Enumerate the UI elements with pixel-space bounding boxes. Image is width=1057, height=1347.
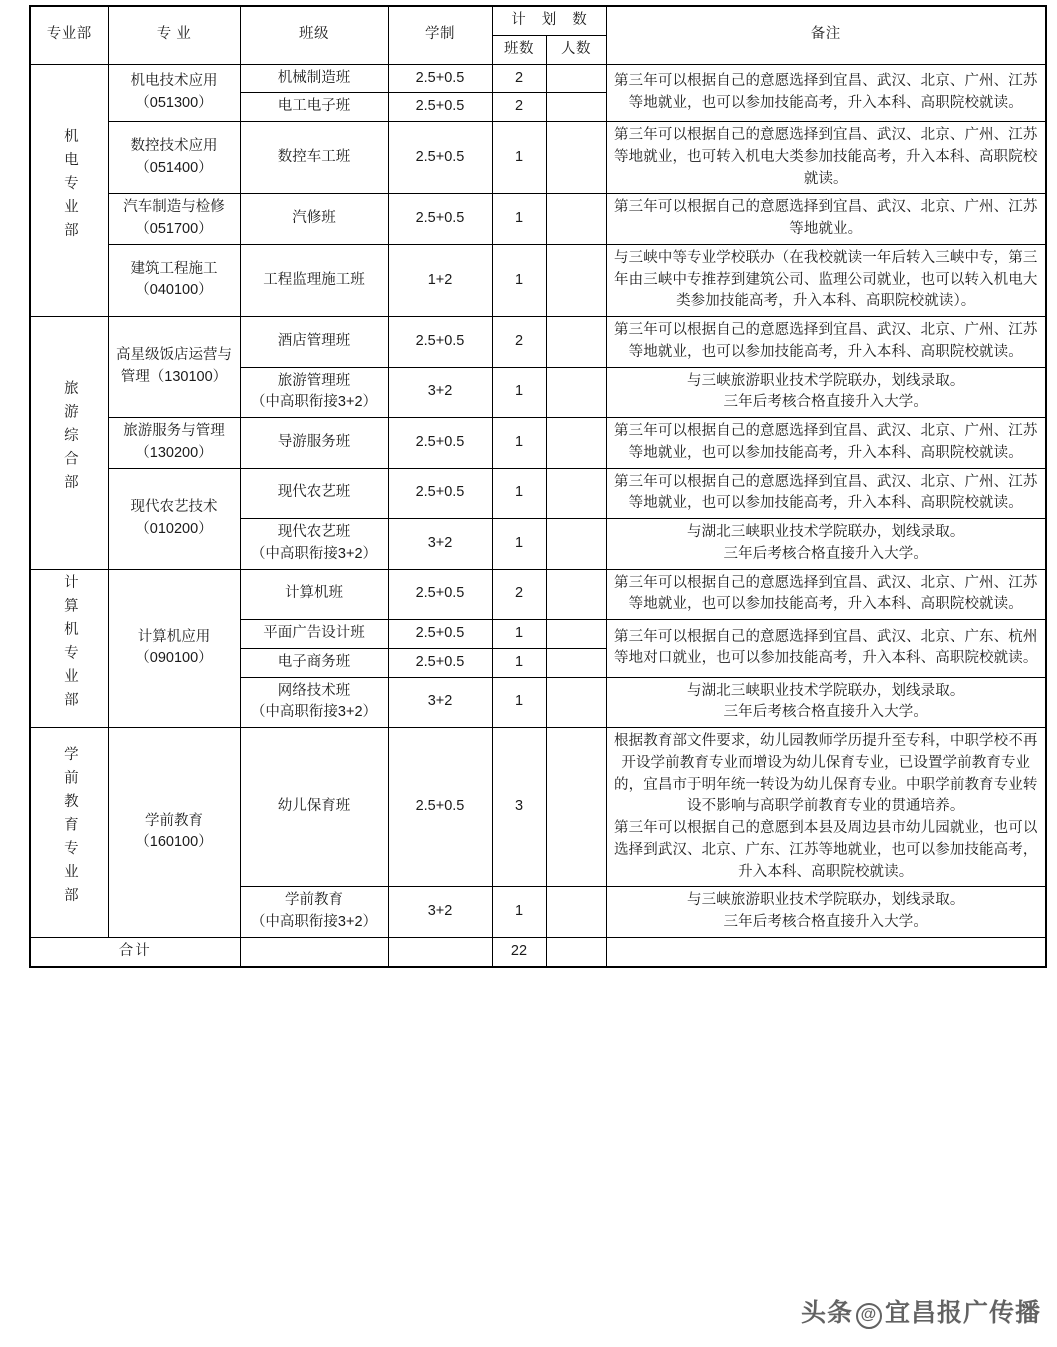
people-count-cell [546, 519, 606, 570]
remark-cell: 与湖北三峡职业技术学院联办，划线录取。 三年后考核合格直接升入大学。 [606, 519, 1046, 570]
table-header [30, 6, 1046, 64]
total-row [30, 937, 1046, 966]
table-row [30, 64, 1046, 93]
table-row [30, 468, 1046, 519]
total-people-count [546, 937, 606, 966]
class-cell: 网络技术班 （中高职衔接3+2） [240, 677, 388, 728]
remark-cell: 第三年可以根据自己的意愿选择到宜昌、武汉、北京、广州、江苏等地就业，也可以参加技能高考，升入本科、高职院校就读。 [606, 569, 1046, 620]
table-body [30, 64, 1046, 967]
remark-cell: 第三年可以根据自己的意愿选择到宜昌、武汉、北京、广州、江苏等地就业，也可以参加技能高考，升入本科、高职院校就读。 [606, 418, 1046, 469]
total-label: 合计 [30, 937, 240, 966]
class-cell: 现代农艺班 [240, 468, 388, 519]
system-cell: 2.5+0.5 [388, 93, 492, 122]
table-row [30, 122, 1046, 194]
class-cell: 工程监理施工班 [240, 244, 388, 316]
class-cell: 平面广告设计班 [240, 620, 388, 649]
class-cell: 幼儿保育班 [240, 728, 388, 887]
remark-cell: 与三峡旅游职业技术学院联办，划线录取。 三年后考核合格直接升入大学。 [606, 367, 1046, 418]
system-cell: 2.5+0.5 [388, 648, 492, 677]
department-label: 学前教育专业部 [61, 746, 78, 911]
class-cell: 汽修班 [240, 194, 388, 245]
system-cell: 2.5+0.5 [388, 64, 492, 93]
header-remark: 备注 [606, 6, 1046, 64]
people-count-cell [546, 887, 606, 938]
department-cell [30, 728, 108, 938]
system-cell: 3+2 [388, 677, 492, 728]
class-count-cell: 1 [492, 648, 546, 677]
class-count-cell: 2 [492, 64, 546, 93]
department-cell [30, 64, 108, 317]
system-cell: 1+2 [388, 244, 492, 316]
class-count-cell: 1 [492, 122, 546, 194]
major-cell: 机电技术应用 （051300） [108, 64, 240, 122]
remark-cell: 第三年可以根据自己的意愿选择到宜昌、武汉、北京、广州、江苏等地就业，也可转入机电大类参加技能高考，升入本科、高职院校就读。 [606, 122, 1046, 194]
class-cell: 旅游管理班 （中高职衔接3+2） [240, 367, 388, 418]
system-cell: 2.5+0.5 [388, 728, 492, 887]
class-cell: 机械制造班 [240, 64, 388, 93]
people-count-cell [546, 194, 606, 245]
class-count-cell: 1 [492, 620, 546, 649]
system-cell: 2.5+0.5 [388, 620, 492, 649]
table-row [30, 418, 1046, 469]
watermark-suffix: 宜昌报广传播 [884, 1299, 1041, 1327]
people-count-cell [546, 677, 606, 728]
people-count-cell [546, 317, 606, 368]
remark-cell: 与湖北三峡职业技术学院联办，划线录取。 三年后考核合格直接升入大学。 [606, 677, 1046, 728]
header-department: 专业部 [30, 6, 108, 64]
system-cell: 2.5+0.5 [388, 122, 492, 194]
class-count-cell: 1 [492, 367, 546, 418]
system-cell: 2.5+0.5 [388, 569, 492, 620]
remark-cell: 第三年可以根据自己的意愿选择到宜昌、武汉、北京、广州、江苏等地就业，也可以参加技能高考，升入本科、高职院校就读。 [606, 64, 1046, 122]
class-count-cell: 3 [492, 728, 546, 887]
department-cell [30, 569, 108, 728]
system-cell: 3+2 [388, 367, 492, 418]
people-count-cell [546, 728, 606, 887]
remark-cell: 第三年可以根据自己的意愿选择到宜昌、武汉、北京、广州、江苏等地就业，也可以参加技能高考，升入本科、高职院校就读。 [606, 317, 1046, 368]
department-cell [30, 317, 108, 570]
department-label: 旅游综合部 [61, 380, 78, 498]
people-count-cell [546, 418, 606, 469]
major-cell: 建筑工程施工 （040100） [108, 244, 240, 316]
header-class-count: 班数 [492, 35, 546, 64]
people-count-cell [546, 648, 606, 677]
remark-cell: 根据教育部文件要求，幼儿园教师学历提升至专科，中职学校不再开设学前教育专业而增设为幼儿保育专业，已设置学前教育专业的，宜昌市于明年统一转设为幼儿保育专业。中职学前教育专业转设不影响与高职学前教育专业的贯通培养。 第三年可以根据自己的意愿到本县及周边县市幼儿园就业，也可以选择到武汉、北京、广东、江苏等地就业，也可以参加技能高考，升入本科、高职院校就读。 [606, 728, 1046, 887]
total-system-blank [388, 937, 492, 966]
class-count-cell: 1 [492, 468, 546, 519]
major-cell: 汽车制造与检修 （051700） [108, 194, 240, 245]
people-count-cell [546, 620, 606, 649]
class-cell: 导游服务班 [240, 418, 388, 469]
class-count-cell: 1 [492, 519, 546, 570]
class-cell: 现代农艺班 （中高职衔接3+2） [240, 519, 388, 570]
system-cell: 3+2 [388, 519, 492, 570]
table-row [30, 244, 1046, 316]
people-count-cell [546, 569, 606, 620]
header-people-count: 人数 [546, 35, 606, 64]
major-cell: 计算机应用（090100） [108, 569, 240, 728]
class-cell: 电工电子班 [240, 93, 388, 122]
class-cell: 学前教育 （中高职衔接3+2） [240, 887, 388, 938]
people-count-cell [546, 122, 606, 194]
class-count-cell: 2 [492, 569, 546, 620]
header-plan-group: 计 划 数 [492, 6, 606, 35]
department-label: 计算机专业部 [61, 573, 78, 715]
class-count-cell: 1 [492, 244, 546, 316]
department-label: 机电专业部 [61, 127, 78, 246]
system-cell: 2.5+0.5 [388, 468, 492, 519]
class-count-cell: 2 [492, 93, 546, 122]
table-row [30, 728, 1046, 887]
system-cell: 3+2 [388, 887, 492, 938]
class-count-cell: 1 [492, 418, 546, 469]
header-system: 学制 [388, 6, 492, 64]
class-cell: 数控车工班 [240, 122, 388, 194]
major-cell: 学前教育 （160100） [108, 728, 240, 938]
class-cell: 计算机班 [240, 569, 388, 620]
table-row [30, 194, 1046, 245]
people-count-cell [546, 367, 606, 418]
class-count-cell: 1 [492, 887, 546, 938]
system-cell: 2.5+0.5 [388, 317, 492, 368]
at-icon: @ [856, 1303, 882, 1329]
total-class-count: 22 [492, 937, 546, 966]
remark-cell: 与三峡中等专业学校联办（在我校就读一年后转入三峡中专，第三年由三峡中专推荐到建筑公司、监理公司就业，也可以转入机电大类参加技能高考，升入本科、高职院校就读）。 [606, 244, 1046, 316]
system-cell: 2.5+0.5 [388, 418, 492, 469]
header-major: 专 业 [108, 6, 240, 64]
enrollment-plan-table [29, 5, 1047, 968]
remark-cell: 与三峡旅游职业技术学院联办，划线录取。 三年后考核合格直接升入大学。 [606, 887, 1046, 938]
major-cell: 现代农艺技术 （010200） [108, 468, 240, 569]
class-count-cell: 1 [492, 194, 546, 245]
people-count-cell [546, 244, 606, 316]
remark-cell: 第三年可以根据自己的意愿选择到宜昌、武汉、北京、广州、江苏等地就业，也可以参加技能高考，升入本科、高职院校就读。 [606, 468, 1046, 519]
watermark-prefix: 头条 [800, 1299, 853, 1327]
total-remark [606, 937, 1046, 966]
total-class-blank [240, 937, 388, 966]
major-cell: 高星级饭店运营与管理（130100） [108, 317, 240, 418]
major-cell: 数控技术应用 （051400） [108, 122, 240, 194]
people-count-cell [546, 93, 606, 122]
class-cell: 酒店管理班 [240, 317, 388, 368]
remark-cell: 第三年可以根据自己的意愿选择到宜昌、武汉、北京、广州、江苏等地就业。 [606, 194, 1046, 245]
people-count-cell [546, 468, 606, 519]
class-cell: 电子商务班 [240, 648, 388, 677]
watermark [801, 1293, 1041, 1329]
table-row [30, 317, 1046, 368]
table-row [30, 569, 1046, 620]
class-count-cell: 2 [492, 317, 546, 368]
header-row-primary [30, 6, 1046, 35]
header-class: 班级 [240, 6, 388, 64]
remark-cell: 第三年可以根据自己的意愿选择到宜昌、武汉、北京、广东、杭州等地对口就业，也可以参加技能高考，升入本科、高职院校就读。 [606, 620, 1046, 678]
class-count-cell: 1 [492, 677, 546, 728]
system-cell: 2.5+0.5 [388, 194, 492, 245]
major-cell: 旅游服务与管理 （130200） [108, 418, 240, 469]
people-count-cell [546, 64, 606, 93]
